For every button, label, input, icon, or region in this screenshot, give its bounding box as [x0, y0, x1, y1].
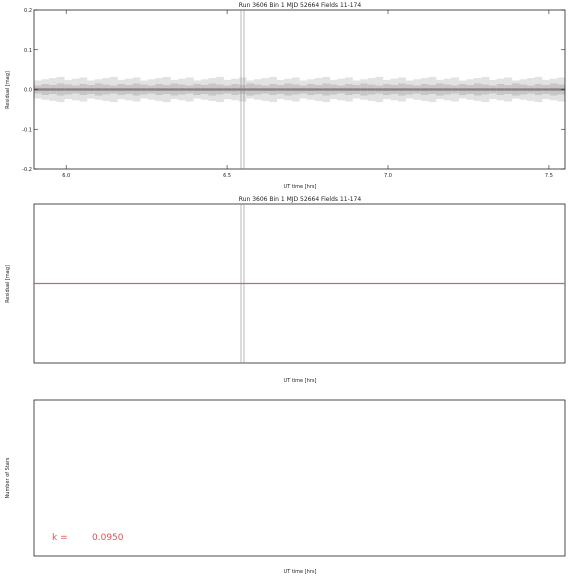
x-tick-label: 7.0	[384, 173, 392, 179]
x-axis-label: UT time [hrs]	[283, 184, 317, 190]
panel-title: Run 3606 Bin 1 MJD 52664 Fields 11-174	[238, 2, 362, 9]
star-count-panel	[5, 400, 565, 575]
k-label: k =	[52, 533, 68, 543]
y-tick-label: -0.2	[22, 167, 32, 173]
y-axis-label: Number of Stars	[5, 457, 11, 499]
y-axis-label: Residual [mag]	[5, 71, 11, 109]
y-tick-label: 0.2	[24, 8, 32, 14]
k-value: 0.0950	[92, 533, 124, 543]
residual-panel-middle	[5, 196, 565, 384]
x-axis-label: UT time [hrs]	[283, 378, 317, 384]
y-axis-label: Residual [mag]	[5, 265, 11, 303]
x-axis-label: UT time [hrs]	[283, 569, 317, 575]
y-tick-label: -0.1	[22, 127, 32, 134]
x-tick-label: 7.5	[544, 173, 553, 179]
residual-panel-top	[5, 2, 565, 190]
x-tick-label: 6.0	[62, 173, 71, 179]
x-tick-label: 6.5	[223, 173, 232, 179]
y-tick-label: 0.0	[24, 87, 32, 94]
y-tick-label: 0.1	[24, 47, 32, 54]
panel-title: Run 3606 Bin 1 MJD 52664 Fields 11-174	[238, 196, 362, 203]
